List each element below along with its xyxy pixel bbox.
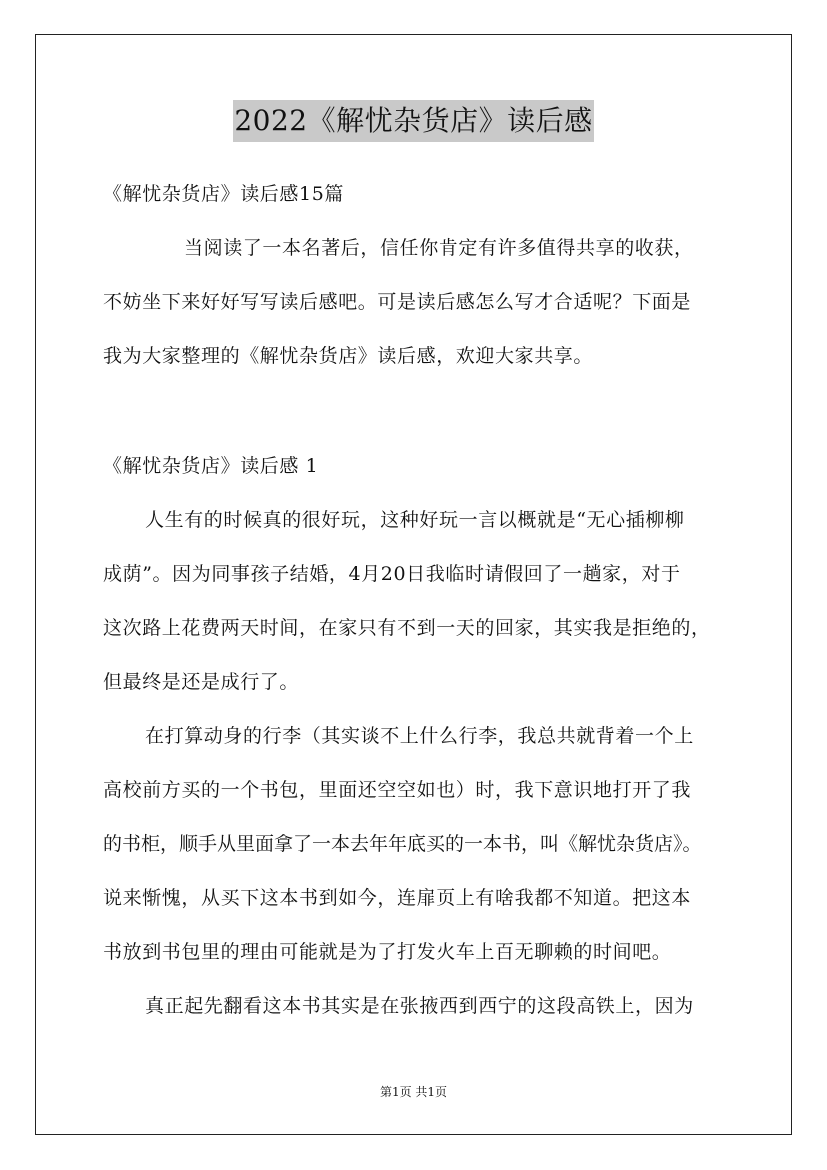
body-line: 但最终是还是成行了。 xyxy=(103,671,300,693)
document-title: 2022《解忧杂货店》读后感 xyxy=(233,100,593,142)
page-footer: 第1页 共1页 xyxy=(379,1085,448,1099)
body-line: 真正起先翻看这本书其实是在张掖西到西宁的这段高铁上，因为 xyxy=(145,995,694,1017)
body-line: 成荫”。因为同事孩子结婚，4月20日我临时请假回了一趟家，对于 xyxy=(103,563,681,585)
body-line: 在打算动身的行李（其实谈不上什么行李，我总共就背着一个上 xyxy=(145,725,694,747)
body-line: 高校前方买的一个书包，里面还空空如也）时，我下意识地打开了我 xyxy=(103,779,692,801)
document-subtitle: 《解忧杂货店》读后感15篇 xyxy=(103,183,344,205)
intro-line: 不妨坐下来好好写写读后感吧。可是读后感怎么写才合适呢？下面是 xyxy=(103,291,692,313)
body-line: 人生有的时候真的很好玩，这种好玩一言以概就是“无心插柳柳 xyxy=(145,509,685,531)
intro-line: 当阅读了一本名著后，信任你肯定有许多值得共享的收获， xyxy=(184,237,694,259)
section-heading: 《解忧杂货店》读后感 1 xyxy=(103,455,319,477)
body-line: 书放到书包里的理由可能就是为了打发火车上百无聊赖的时间吧。 xyxy=(103,941,672,963)
intro-line: 我为大家整理的《解忧杂货店》读后感，欢迎大家共享。 xyxy=(103,345,594,367)
title-container xyxy=(0,100,827,142)
body-line: 的书柜，顺手从里面拿了一本去年年底买的一本书，叫《解忧杂货店》。 xyxy=(103,833,702,855)
body-line: 说来惭愧，从买下这本书到如今，连扉页上有啥我都不知道。把这本 xyxy=(103,887,692,909)
body-line: 这次路上花费两天时间，在家只有不到一天的回家，其实我是拒绝的， xyxy=(103,617,711,639)
